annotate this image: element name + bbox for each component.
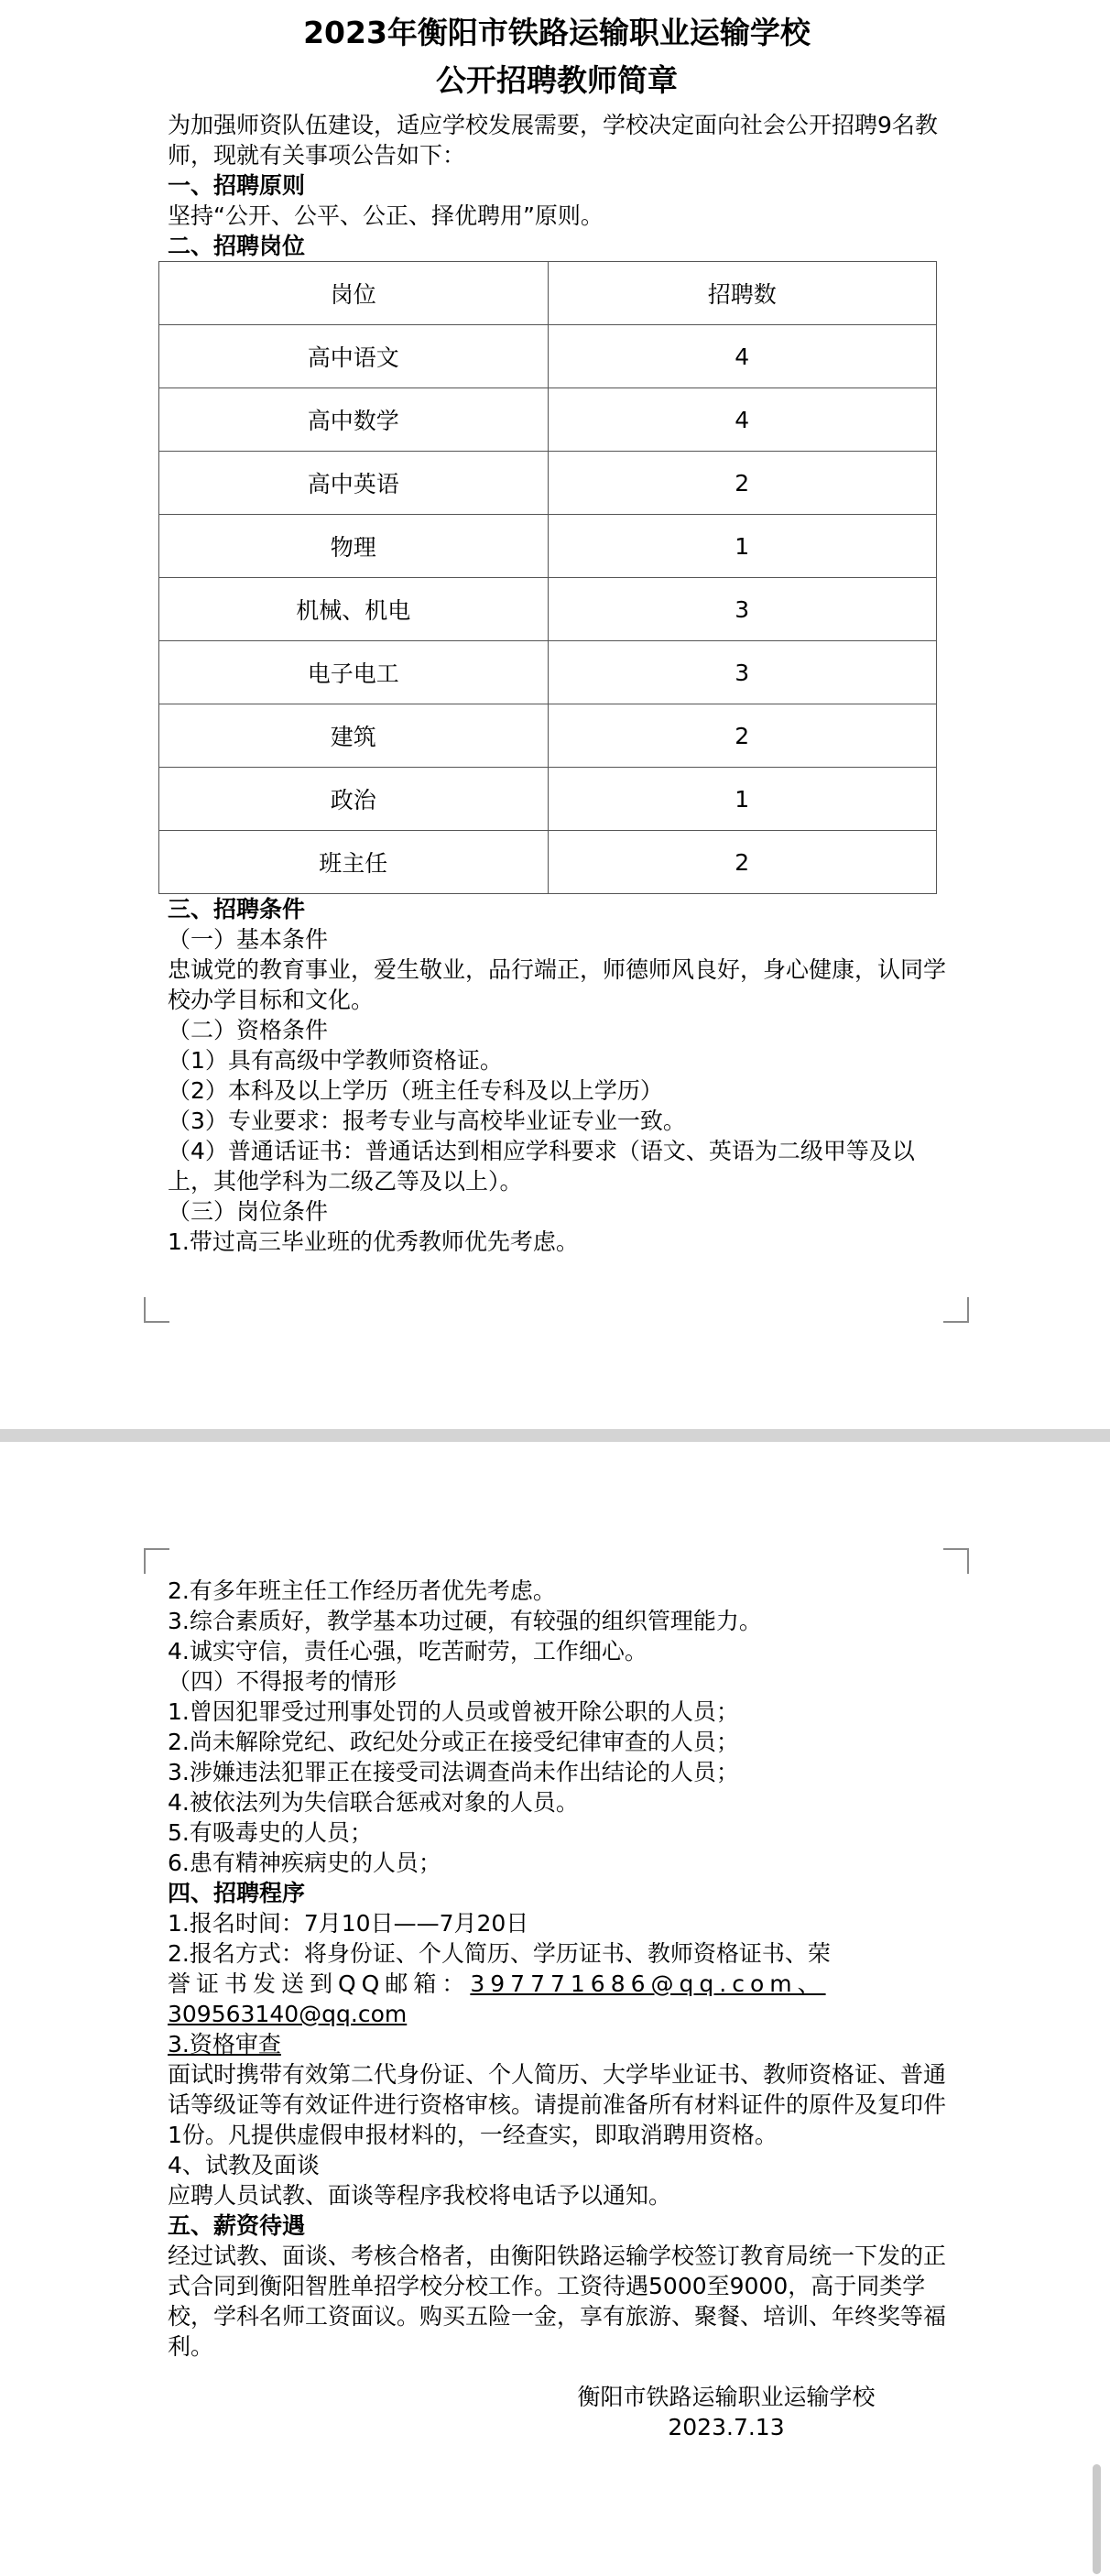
position-condition-item: 1.带过高三毕业班的优秀教师优先考虑。 (168, 1228, 579, 1255)
exclusion-item: 3.涉嫌违法犯罪正在接受司法调查尚未作出结论的人员； (168, 1759, 739, 1785)
position-condition-item: 2.有多年班主任工作经历者优先考虑。 (168, 1577, 556, 1604)
section-1-text: 坚持“公开、公平、公正、择优聘用”原则。 (168, 202, 604, 229)
position-cell: 电子电工 (159, 641, 549, 704)
count-cell: 1 (548, 768, 937, 831)
qualification-item: （2）本科及以上学历（班主任专科及以上学历） (168, 1077, 663, 1104)
section-5-heading: 五、薪资待遇 (168, 2212, 306, 2239)
count-cell: 4 (548, 325, 937, 388)
section-4-heading: 四、招聘程序 (168, 1880, 306, 1906)
subsection-2-heading: （二）资格条件 (168, 1017, 329, 1043)
position-cell: 物理 (159, 515, 549, 578)
position-cell: 高中语文 (159, 325, 549, 388)
table-header-position: 岗位 (159, 262, 549, 325)
position-cell: 机械、机电 (159, 578, 549, 641)
count-cell: 3 (548, 578, 937, 641)
vertical-scrollbar[interactable] (1093, 2464, 1101, 2574)
email-line (168, 1969, 946, 1999)
procedure-registration-method: 2.报名方式：将身份证、个人简历、学历证书、教师资格证书、荣 (168, 1940, 831, 1967)
page-1-content (168, 9, 946, 1257)
table-row (159, 325, 937, 388)
procedure-qualification-heading: 3.资格审查 (168, 2031, 281, 2058)
position-cell: 政治 (159, 768, 549, 831)
count-cell: 4 (548, 388, 937, 452)
signature-date: 2023.7.13 (668, 2414, 785, 2440)
subsection-4-heading: （四）不得报考的情形 (168, 1668, 397, 1695)
position-cell: 高中英语 (159, 452, 549, 515)
table-row (159, 831, 937, 894)
intro-paragraph: 为加强师资队伍建设，适应学校发展需要，学校决定面向社会公开招聘9名教师，现就有关事项公告如下： (168, 112, 938, 169)
signature-organization: 衡阳市铁路运输职业运输学校 (577, 2384, 876, 2410)
salary-text: 经过试教、面谈、考核合格者，由衡阳铁路运输学校签订教育局统一下发的正式合同到衡阳智胜单招学校分校工作。工资待遇5000至9000，高于同类学校，学科名师工资面议。购买五险一金，享有旅游、聚餐、培训、年终奖等福利。 (168, 2243, 947, 2360)
exclusion-item: 1.曾因犯罪受过刑事处罚的人员或曾被开除公职的人员； (168, 1698, 739, 1725)
subsection-1-heading: （一）基本条件 (168, 926, 329, 953)
position-cell: 建筑 (159, 704, 549, 768)
procedure-trial-heading: 4、试教及面谈 (168, 2152, 320, 2178)
table-row (159, 704, 937, 768)
email-line-2 (168, 1999, 946, 2029)
count-cell: 3 (548, 641, 937, 704)
positions-table (158, 261, 937, 894)
table-row (159, 452, 937, 515)
page-1-margin-corner-right (943, 1297, 969, 1323)
page-1-margin-corner-left (144, 1297, 169, 1323)
email-link-1[interactable]: 397771686@qq.com、 (470, 1970, 826, 1997)
qualification-item: （3）专业要求：报考专业与高校毕业证专业一致。 (168, 1108, 686, 1134)
table-header-row (159, 262, 937, 325)
page-2-margin-corner-left (144, 1548, 169, 1574)
exclusion-item: 4.被依法列为失信联合惩戒对象的人员。 (168, 1789, 579, 1816)
subsection-1-text: 忠诚党的教育事业，爱生敬业，品行端正，师德师风良好，身心健康，认同学校办学目标和文化。 (168, 956, 947, 1013)
page-2-content (168, 1576, 946, 2442)
subsection-3-heading: （三）岗位条件 (168, 1198, 329, 1225)
procedure-registration-time: 1.报名时间：7月10日——7月20日 (168, 1910, 529, 1937)
page-2-margin-corner-right (943, 1548, 969, 1574)
table-row (159, 388, 937, 452)
section-3-heading: 三、招聘条件 (168, 896, 306, 922)
table-row (159, 578, 937, 641)
table-header-count: 招聘数 (548, 262, 937, 325)
procedure-qualification-text: 面试时携带有效第二代身份证、个人简历、大学毕业证书、教师资格证、普通话等级证等有效证件进行资格审核。请提前准备所有材料证件的原件及复印件1份。凡提供虚假申报材料的，一经查实，即取消聘用资格。 (168, 2061, 947, 2148)
table-row (159, 641, 937, 704)
exclusion-item: 6.患有精神疾病史的人员； (168, 1850, 441, 1876)
procedure-trial-text: 应聘人员试教、面谈等程序我校将电话予以通知。 (168, 2182, 672, 2209)
document-title-line1: 2023年衡阳市铁路运输职业运输学校 (303, 15, 811, 50)
position-condition-item: 4.诚实守信，责任心强，吃苦耐劳，工作细心。 (168, 1638, 648, 1665)
position-condition-item: 3.综合素质好，教学基本功过硬，有较强的组织管理能力。 (168, 1608, 762, 1634)
document-title-line2: 公开招聘教师简章 (436, 62, 678, 98)
count-cell: 1 (548, 515, 937, 578)
qualification-item: （4）普通话证书：普通话达到相应学科要求（语文、英语为二级甲等及以上，其他学科为二级乙等及以上）。 (168, 1138, 915, 1195)
document-page-2 (0, 1442, 1110, 2576)
table-row (159, 768, 937, 831)
table-row (159, 515, 937, 578)
count-cell: 2 (548, 704, 937, 768)
position-cell: 高中数学 (159, 388, 549, 452)
section-2-heading: 二、招聘岗位 (168, 233, 306, 259)
email-prefix: 誉证书发送到QQ邮箱： (168, 1970, 471, 1997)
count-cell: 2 (548, 452, 937, 515)
email-link-2[interactable]: 309563140@qq.com (168, 2001, 408, 2027)
count-cell: 2 (548, 831, 937, 894)
page-separator (0, 1429, 1110, 1442)
exclusion-item: 5.有吸毒史的人员； (168, 1819, 373, 1846)
signature-block (552, 2382, 900, 2442)
position-cell: 班主任 (159, 831, 549, 894)
exclusion-item: 2.尚未解除党纪、政纪处分或正在接受纪律审查的人员； (168, 1729, 739, 1755)
qualification-item: （1）具有高级中学教师资格证。 (168, 1047, 503, 1074)
section-1-heading: 一、招聘原则 (168, 172, 306, 199)
